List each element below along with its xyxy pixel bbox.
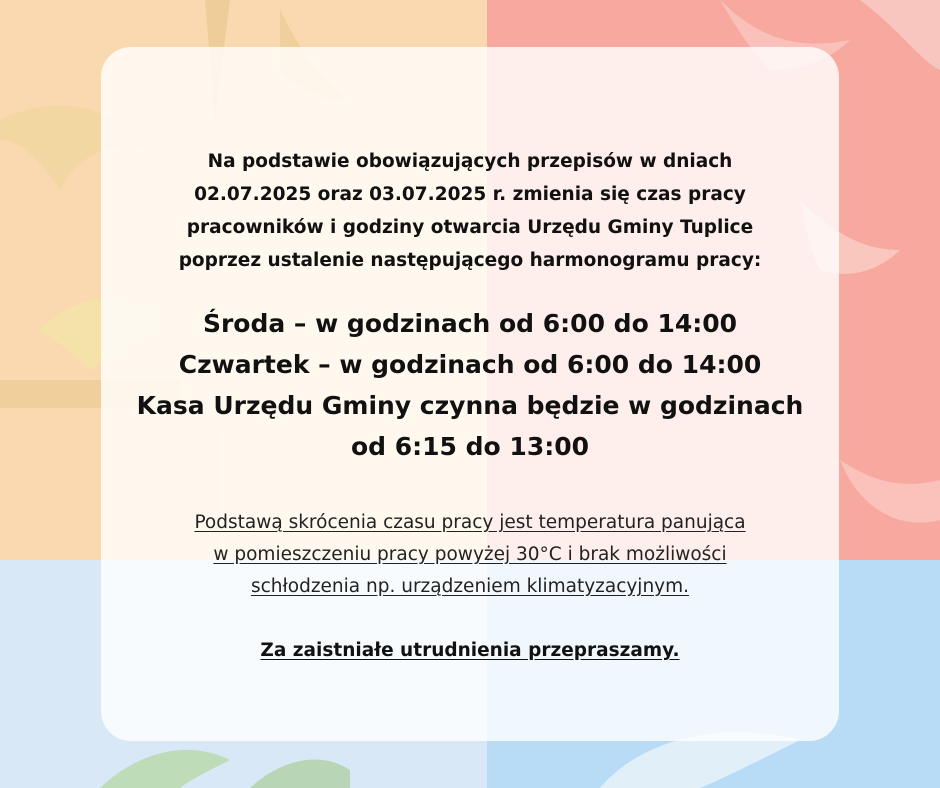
schedule-cashier-hours: od 6:15 do 13:00: [350, 432, 589, 461]
notice-apology: Za zaistniałe utrudnienia przepraszamy.: [260, 640, 680, 661]
schedule-wednesday: Środa – w godzinach od 6:00 do 14:00: [202, 309, 738, 338]
schedule-cashier: Kasa Urzędu Gminy czynna będzie w godzinach: [136, 391, 804, 420]
notice-card: [101, 47, 839, 741]
schedule-thursday: Czwartek – w godzinach od 6:00 do 14:00: [178, 350, 762, 379]
intro-line: Na podstawie obowiązujących przepisów w dniach: [207, 151, 733, 172]
reason-line: Podstawą skrócenia czasu pracy jest temperatura panująca: [194, 512, 746, 533]
schedule-block: [121, 303, 819, 467]
notice-reason: [131, 507, 809, 603]
reason-line: schłodzenia np. urządzeniem klimatyzacyjnym.: [250, 576, 690, 597]
intro-line: poprzez ustalenie następującego harmonogramu pracy:: [178, 250, 762, 271]
intro-line: 02.07.2025 oraz 03.07.2025 r. zmienia się czas pracy: [194, 184, 746, 205]
reason-line: w pomieszczeniu pracy powyżej 30°C i brak możliwości: [213, 544, 727, 565]
notice-intro: [141, 145, 799, 277]
intro-line: pracowników i godziny otwarcia Urzędu Gminy Tuplice: [186, 217, 754, 238]
